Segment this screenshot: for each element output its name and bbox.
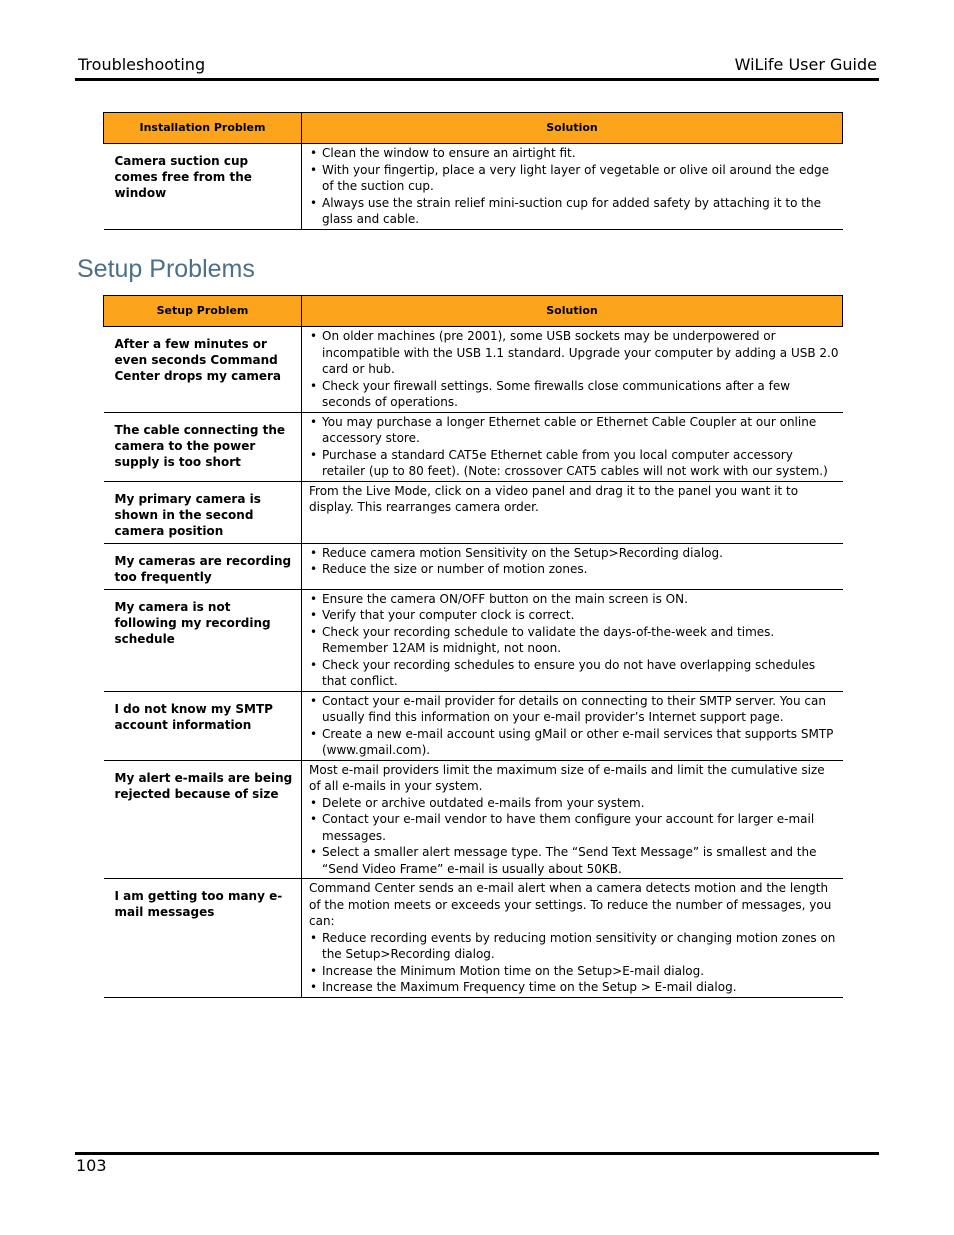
table-header-row xyxy=(104,113,843,144)
solution-cell xyxy=(302,412,843,481)
solution-item: • Check your firewall settings. Some firewalls close communications after a few seconds of operations. xyxy=(309,378,839,411)
solution-item: • With your fingertip, place a very light layer of vegetable or olive oil around the edge of the suction cup. xyxy=(309,162,839,195)
table-header-row xyxy=(104,296,843,327)
setup-problems-table xyxy=(103,295,843,998)
header-section-title: Troubleshooting xyxy=(78,55,206,74)
solution-item: • Select a smaller alert message type. The “Send Text Message” is smallest and the “Send Video Frame” e-mail is usually about 50KB. xyxy=(309,844,839,877)
solution-intro: Most e-mail providers limit the maximum size of e-mails and limit the cumulative size of all e-mails in your system. xyxy=(309,762,825,793)
solution-cell xyxy=(302,543,843,589)
table-row xyxy=(104,691,843,760)
problem-cell: My alert e-mails are being rejected because of size xyxy=(104,760,302,879)
solution-list xyxy=(309,414,839,480)
table-row xyxy=(104,412,843,481)
page-header xyxy=(76,55,878,75)
solution-list xyxy=(309,145,839,228)
solution-cell xyxy=(302,879,843,998)
table-row xyxy=(104,543,843,589)
solution-item: • Increase the Maximum Frequency time on the Setup > E-mail dialog. xyxy=(309,979,839,996)
solution-item: • Create a new e-mail account using gMail or other e-mail services that supports SMTP (www.gmail.com). xyxy=(309,726,839,759)
column-header-problem: Installation Problem xyxy=(104,113,302,144)
solution-item: • Reduce recording events by reducing motion sensitivity or changing motion zones on the Setup>Recording dialog. xyxy=(309,930,839,963)
solution-cell xyxy=(302,144,843,230)
header-rule xyxy=(75,78,879,81)
solution-item: • On older machines (pre 2001), some USB sockets may be underpowered or incompatible with the USB 1.1 standard. Upgrade your computer by adding a USB 2.0 card or hub. xyxy=(309,328,839,378)
column-header-solution: Solution xyxy=(302,113,843,144)
solution-cell xyxy=(302,327,843,413)
solution-cell xyxy=(302,760,843,879)
problem-cell: I am getting too many e-mail messages xyxy=(104,879,302,998)
problem-cell: My camera is not following my recording schedule xyxy=(104,589,302,691)
column-header-problem: Setup Problem xyxy=(104,296,302,327)
section-title: Setup Problems xyxy=(77,255,255,283)
table-row xyxy=(104,327,843,413)
table-row xyxy=(104,144,843,230)
table-row xyxy=(104,760,843,879)
solution-item: • Reduce the size or number of motion zones. xyxy=(309,561,839,578)
solution-list xyxy=(309,328,839,411)
table-row xyxy=(104,589,843,691)
solution-list xyxy=(309,545,839,578)
solution-item: • Reduce camera motion Sensitivity on the Setup>Recording dialog. xyxy=(309,545,839,562)
installation-problems-table xyxy=(103,112,843,230)
solution-list xyxy=(309,591,839,690)
solution-cell xyxy=(302,589,843,691)
problem-cell: Camera suction cup comes free from the window xyxy=(104,144,302,230)
solution-intro: Command Center sends an e-mail alert when a camera detects motion and the length of the motion meets or exceeds your settings. To reduce the number of messages, you can: xyxy=(309,881,832,928)
solution-item: • Increase the Minimum Motion time on the Setup>E-mail dialog. xyxy=(309,963,839,980)
problem-cell: My primary camera is shown in the second camera position xyxy=(104,481,302,543)
solution-item: • Check your recording schedule to validate the days-of-the-week and times. Remember 12AM is midnight, not noon. xyxy=(309,624,839,657)
solution-list xyxy=(309,693,839,759)
solution-item: • Purchase a standard CAT5e Ethernet cable from you local computer accessory retailer (up to 80 feet). (Note: crossover CAT5 cables will not work with our system.) xyxy=(309,447,839,480)
problem-cell: The cable connecting the camera to the power supply is too short xyxy=(104,412,302,481)
solution-cell xyxy=(302,481,843,543)
solution-cell xyxy=(302,691,843,760)
solution-item: • Clean the window to ensure an airtight fit. xyxy=(309,145,839,162)
solution-list xyxy=(309,930,839,996)
solution-item: • Contact your e-mail provider for details on connecting to their SMTP server. You can usually find this information on your e-mail provider’s Internet support page. xyxy=(309,693,839,726)
problem-cell: My cameras are recording too frequently xyxy=(104,543,302,589)
solution-list xyxy=(309,795,839,878)
solution-item: • Delete or archive outdated e-mails from your system. xyxy=(309,795,839,812)
problem-cell: I do not know my SMTP account information xyxy=(104,691,302,760)
page-number: 103 xyxy=(76,1156,107,1175)
column-header-solution: Solution xyxy=(302,296,843,327)
solution-item: • Contact your e-mail vendor to have them configure your account for larger e-mail messages. xyxy=(309,811,839,844)
solution-intro: From the Live Mode, click on a video panel and drag it to the panel you want it to display. This rearranges camera order. xyxy=(309,483,799,514)
solution-item: • Verify that your computer clock is correct. xyxy=(309,607,839,624)
footer-rule xyxy=(75,1152,879,1155)
table-row xyxy=(104,879,843,998)
solution-item: • Check your recording schedules to ensure you do not have overlapping schedules that conflict. xyxy=(309,657,839,690)
header-guide-title: WiLife User Guide xyxy=(734,55,877,74)
solution-item: • Always use the strain relief mini-suction cup for added safety by attaching it to the glass and cable. xyxy=(309,195,839,228)
problem-cell: After a few minutes or even seconds Command Center drops my camera xyxy=(104,327,302,413)
solution-item: • Ensure the camera ON/OFF button on the main screen is ON. xyxy=(309,591,839,608)
table-row xyxy=(104,481,843,543)
solution-item: • You may purchase a longer Ethernet cable or Ethernet Cable Coupler at our online accessory store. xyxy=(309,414,839,447)
